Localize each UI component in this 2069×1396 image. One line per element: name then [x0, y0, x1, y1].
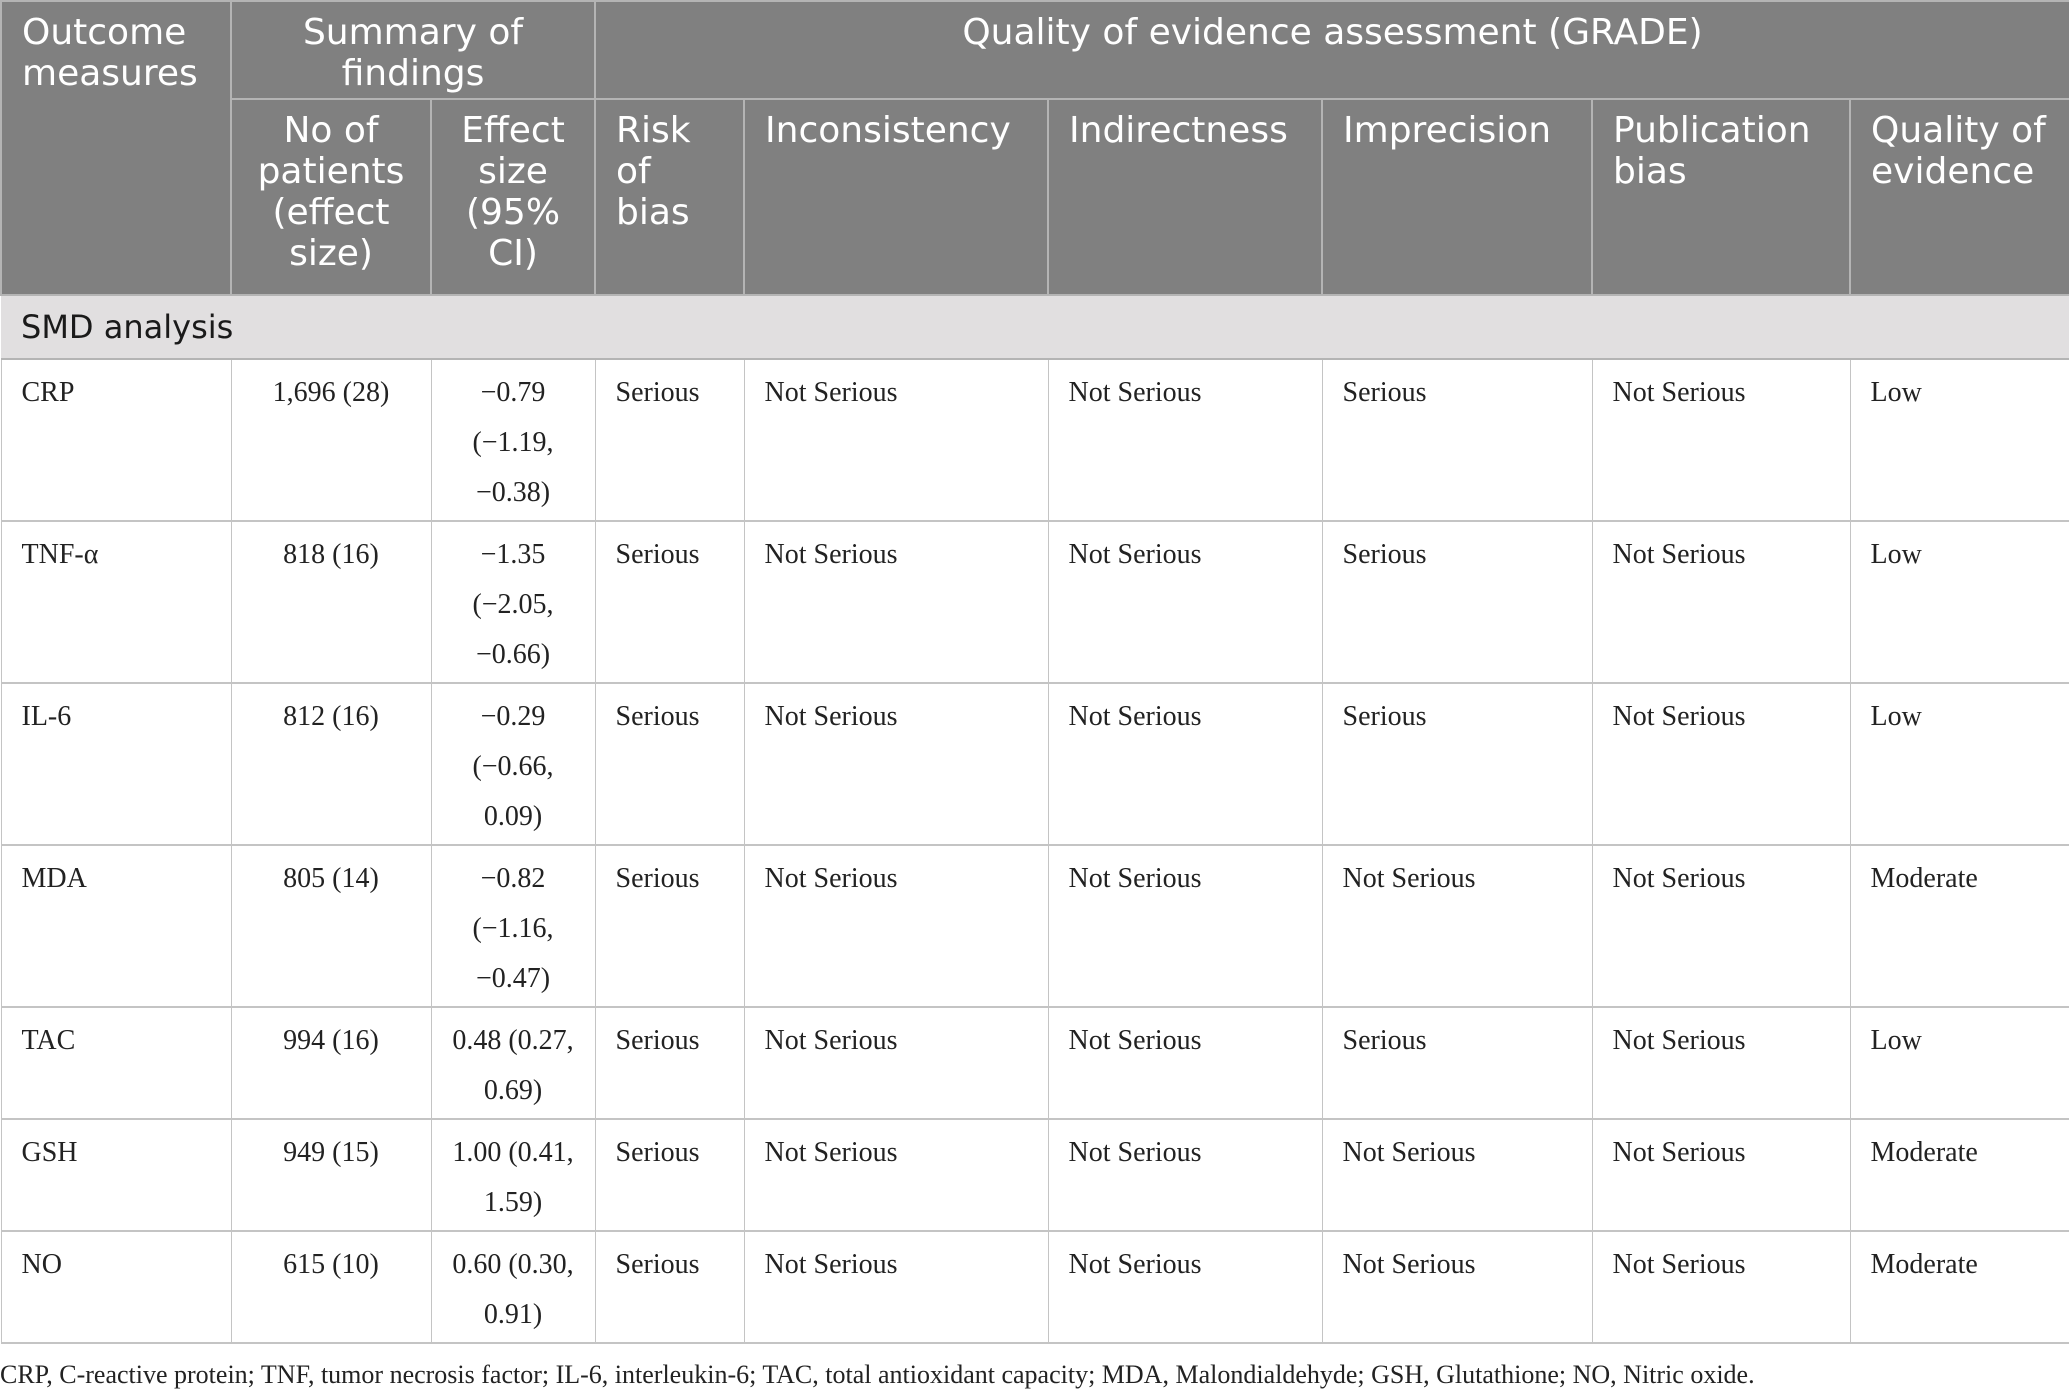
publication-cell: Not Serious — [1592, 1007, 1850, 1119]
table-row — [1, 1007, 2069, 1119]
imprecision-cell: Not Serious — [1322, 1231, 1592, 1343]
risk-cell: Serious — [595, 521, 744, 683]
effect-cell: 0.60 (0.30, 0.91) — [431, 1231, 595, 1343]
table-footnote: CRP, C-reactive protein; TNF, tumor necrosis factor; IL-6, interleukin-6; TAC, total antioxidant capacity; MDA, Malondialdehyde; GSH, Glutathione; NO, Nitric oxide. — [0, 1360, 1755, 1389]
indirectness-cell: Not Serious — [1048, 359, 1322, 521]
effect-cell: −0.79 (−1.19, −0.38) — [431, 359, 595, 521]
table-row — [1, 1119, 2069, 1231]
imprecision-cell: Serious — [1322, 1007, 1592, 1119]
effect-cell: 1.00 (0.41, 1.59) — [431, 1119, 595, 1231]
risk-cell: Serious — [595, 1231, 744, 1343]
inconsistency-cell: Not Serious — [744, 359, 1048, 521]
inconsistency-cell: Not Serious — [744, 845, 1048, 1007]
quality-cell: Low — [1850, 683, 2069, 845]
table-row — [1, 521, 2069, 683]
header-no-of-patients: No of patients (effect size) — [231, 99, 431, 295]
header-quality-of-evidence: Quality of evidence — [1850, 99, 2069, 295]
publication-cell: Not Serious — [1592, 359, 1850, 521]
quality-cell: Moderate — [1850, 1119, 2069, 1231]
table-row — [1, 359, 2069, 521]
imprecision-cell: Serious — [1322, 359, 1592, 521]
indirectness-cell: Not Serious — [1048, 845, 1322, 1007]
header-imprecision: Imprecision — [1322, 99, 1592, 295]
imprecision-cell: Not Serious — [1322, 1119, 1592, 1231]
header-outcome-measures: Outcome measures — [1, 1, 231, 295]
patients-cell: 615 (10) — [231, 1231, 431, 1343]
patients-cell: 805 (14) — [231, 845, 431, 1007]
risk-cell: Serious — [595, 1007, 744, 1119]
table-row — [1, 683, 2069, 845]
section-label: SMD analysis — [1, 295, 2069, 359]
patients-cell: 818 (16) — [231, 521, 431, 683]
header-risk-of-bias: Risk of bias — [595, 99, 744, 295]
risk-cell: Serious — [595, 845, 744, 1007]
risk-cell: Serious — [595, 683, 744, 845]
header-quality-assessment: Quality of evidence assessment (GRADE) — [595, 1, 2069, 99]
header-publication-bias: Publication bias — [1592, 99, 1850, 295]
inconsistency-cell: Not Serious — [744, 521, 1048, 683]
publication-cell: Not Serious — [1592, 683, 1850, 845]
patients-cell: 949 (15) — [231, 1119, 431, 1231]
patients-cell: 812 (16) — [231, 683, 431, 845]
effect-cell: −0.82 (−1.16, −0.47) — [431, 845, 595, 1007]
header-indirectness: Indirectness — [1048, 99, 1322, 295]
section-row — [1, 295, 2069, 359]
effect-cell: 0.48 (0.27, 0.69) — [431, 1007, 595, 1119]
imprecision-cell: Serious — [1322, 683, 1592, 845]
header-row-2 — [1, 99, 2069, 295]
publication-cell: Not Serious — [1592, 845, 1850, 1007]
inconsistency-cell: Not Serious — [744, 1007, 1048, 1119]
imprecision-cell: Serious — [1322, 521, 1592, 683]
publication-cell: Not Serious — [1592, 521, 1850, 683]
quality-cell: Low — [1850, 359, 2069, 521]
outcome-cell: TAC — [1, 1007, 231, 1119]
inconsistency-cell: Not Serious — [744, 683, 1048, 845]
quality-cell: Low — [1850, 1007, 2069, 1119]
effect-cell: −1.35 (−2.05, −0.66) — [431, 521, 595, 683]
outcome-cell: MDA — [1, 845, 231, 1007]
indirectness-cell: Not Serious — [1048, 1119, 1322, 1231]
indirectness-cell: Not Serious — [1048, 521, 1322, 683]
outcome-cell: IL-6 — [1, 683, 231, 845]
risk-cell: Serious — [595, 359, 744, 521]
table-row — [1, 1231, 2069, 1343]
outcome-cell: TNF-α — [1, 521, 231, 683]
outcome-cell: NO — [1, 1231, 231, 1343]
header-effect-size: Effect size (95% CI) — [431, 99, 595, 295]
inconsistency-cell: Not Serious — [744, 1231, 1048, 1343]
risk-cell: Serious — [595, 1119, 744, 1231]
imprecision-cell: Not Serious — [1322, 845, 1592, 1007]
header-row-1 — [1, 1, 2069, 99]
indirectness-cell: Not Serious — [1048, 683, 1322, 845]
outcome-cell: GSH — [1, 1119, 231, 1231]
quality-cell: Moderate — [1850, 845, 2069, 1007]
patients-cell: 994 (16) — [231, 1007, 431, 1119]
publication-cell: Not Serious — [1592, 1119, 1850, 1231]
publication-cell: Not Serious — [1592, 1231, 1850, 1343]
header-summary-of-findings: Summary of findings — [231, 1, 595, 99]
header-inconsistency: Inconsistency — [744, 99, 1048, 295]
indirectness-cell: Not Serious — [1048, 1231, 1322, 1343]
indirectness-cell: Not Serious — [1048, 1007, 1322, 1119]
quality-cell: Low — [1850, 521, 2069, 683]
effect-cell: −0.29 (−0.66, 0.09) — [431, 683, 595, 845]
outcome-cell: CRP — [1, 359, 231, 521]
quality-cell: Moderate — [1850, 1231, 2069, 1343]
inconsistency-cell: Not Serious — [744, 1119, 1048, 1231]
table-row — [1, 845, 2069, 1007]
patients-cell: 1,696 (28) — [231, 359, 431, 521]
